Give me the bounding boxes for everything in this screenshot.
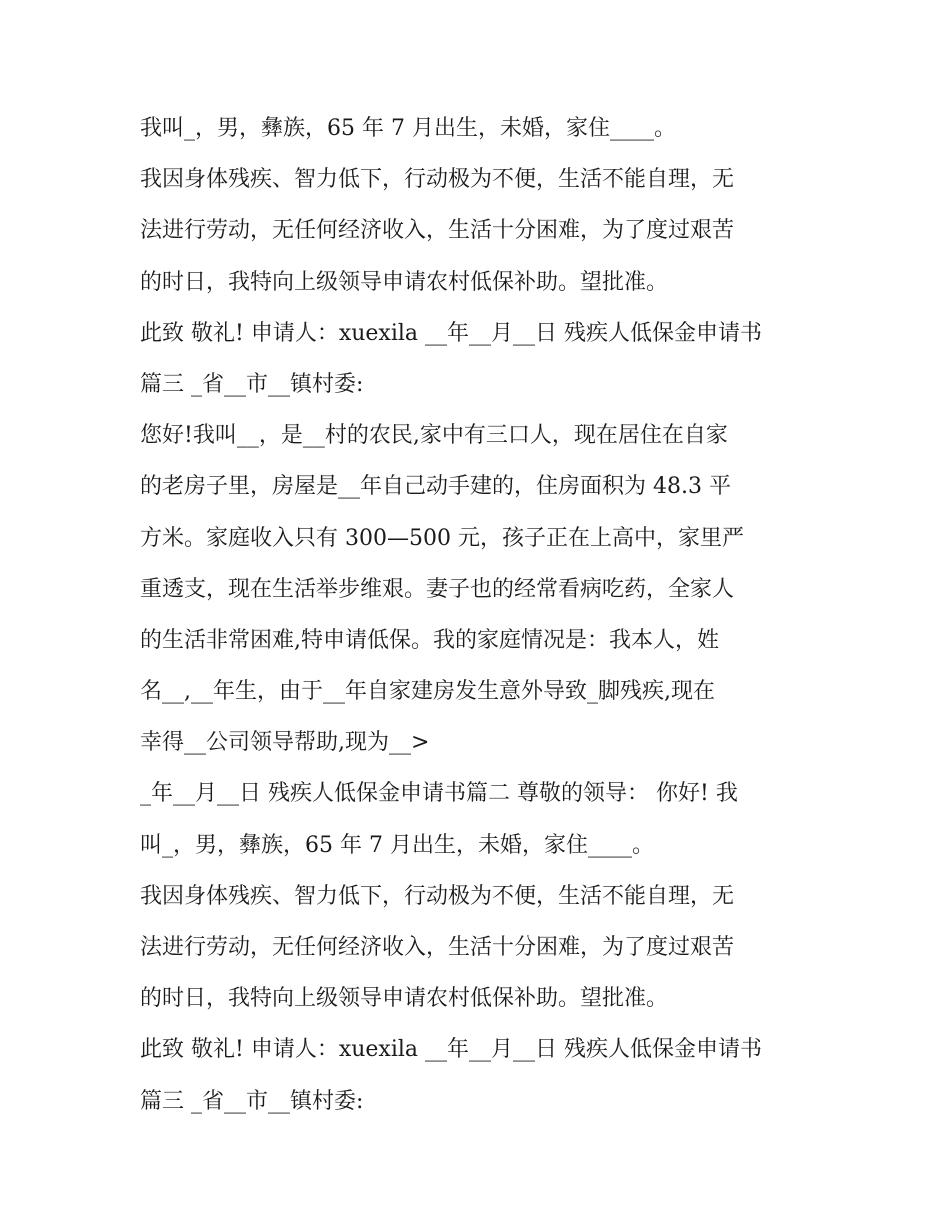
text-line: 我叫_，男，彝族，65 年 7 月出生，未婚，家住____。 bbox=[140, 116, 676, 141]
text-line: 法进行劳动，无任何经济收入，生活十分困难，为了度过艰苦 bbox=[140, 218, 735, 244]
text-line: _年__月__日 残疾人低保金申请书篇二 尊敬的领导： 你好! 我 bbox=[140, 781, 738, 807]
text-line: 的时日，我特向上级领导申请农村低保补助。望批准。 bbox=[140, 269, 669, 295]
text-line: 篇三 _省__市__镇村委: bbox=[140, 371, 364, 397]
text-line: 您好!我叫__，是__村的农民,家中有三口人，现在居住在自家 bbox=[140, 423, 728, 449]
text-line: 我因身体残疾、智力低下，行动极为不便，生活不能自理，无 bbox=[140, 883, 735, 909]
text-line: 幸得__公司领导帮助,现为__> bbox=[140, 730, 430, 756]
text-line: 我因身体残疾、智力低下，行动极为不便，生活不能自理，无 bbox=[140, 167, 735, 193]
text-line: 法进行劳动，无任何经济收入，生活十分困难，为了度过艰苦 bbox=[140, 935, 735, 960]
text-line: 名__,__年生，由于__年自家建房发生意外导致_脚残疾,现在 bbox=[140, 679, 715, 705]
text-line: 的时日，我特向上级领导申请农村低保补助。望批准。 bbox=[140, 986, 669, 1012]
text-line: 的老房子里，房屋是__年自己动手建的，住房面积为 48.3 平 bbox=[140, 474, 731, 500]
text-line: 此致 敬礼! 申请人：xuexila __年__月__日 残疾人低保金申请书 bbox=[140, 1037, 763, 1063]
text-line: 叫_，男，彝族，65 年 7 月出生，未婚，家住____。 bbox=[140, 832, 654, 858]
document-body bbox=[140, 108, 812, 1132]
text-line: 的生活非常困难,特申请低保。我的家庭情况是：我本人，姓 bbox=[140, 627, 719, 653]
text-line: 此致 敬礼! 申请人：xuexila __年__月__日 残疾人低保金申请书 bbox=[140, 320, 763, 346]
text-line: 方米。家庭收入只有 300—500 元，孩子正在上高中，家里严 bbox=[140, 525, 744, 551]
text-line: 篇三 _省__市__镇村委: bbox=[140, 1088, 364, 1114]
text-line: 重透支，现在生活举步维艰。妻子也的经常看病吃药，全家人 bbox=[140, 576, 735, 602]
